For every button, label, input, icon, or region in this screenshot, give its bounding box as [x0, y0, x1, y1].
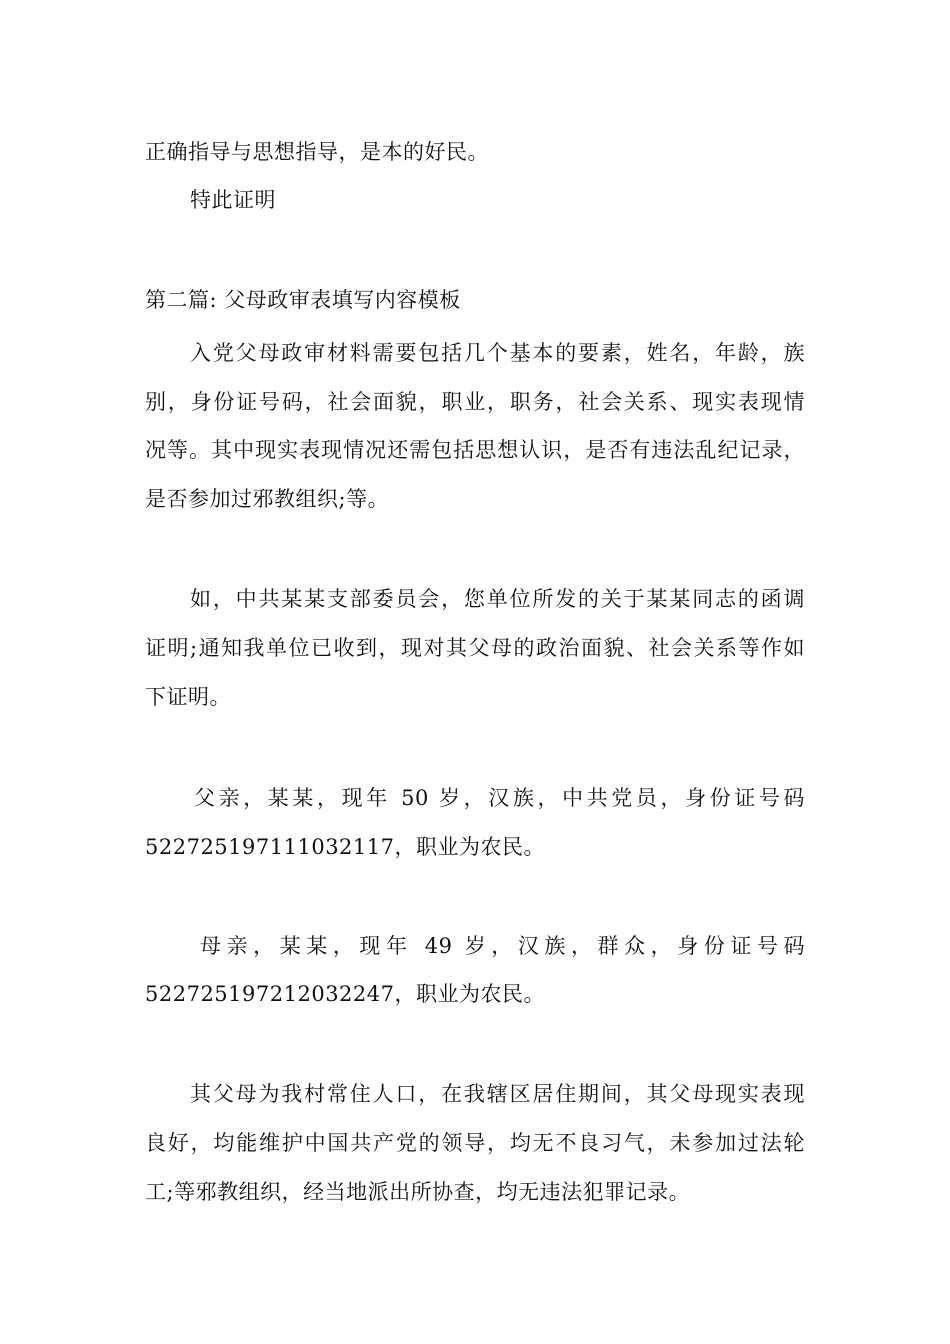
paragraph-line: 况等。其中现实表现情况还需包括思想认识，是否有违法乱纪记录， — [145, 438, 805, 462]
paragraph-line: 证明;通知我单位已收到，现对其父母的政治面貌、社会关系等作如 — [145, 636, 805, 660]
paragraph-line: 其父母为我村常住人口，在我辖区居住期间，其父母现实表现 — [190, 1082, 805, 1106]
mother-info-line: 522725197212032247，职业为农民。 — [145, 982, 545, 1006]
section-heading: 第二篇: 父母政审表填写内容模板 — [145, 288, 461, 312]
paragraph-line: 入党父母政审材料需要包括几个基本的要素，姓名，年龄，族 — [190, 341, 805, 365]
father-info-line: 522725197111032117，职业为农民。 — [145, 835, 545, 859]
father-info-line: 父亲，某某，现年 50 岁，汉族，中共党员，身份证号码 — [194, 786, 805, 810]
closing-statement: 特此证明 — [190, 188, 276, 212]
paragraph-line: 别，身份证号码，社会面貌，职业，职务，社会关系、现实表现情 — [145, 390, 805, 414]
paragraph-line: 良好，均能维护中国共产党的领导，均无不良习气，未参加过法轮 — [145, 1131, 805, 1155]
mother-info-line: 母亲，某某，现年 49 岁，汉族，群众，身份证号码 — [200, 934, 805, 958]
paragraph-line: 工;等邪教组织，经当地派出所协查，均无违法犯罪记录。 — [145, 1180, 691, 1204]
paragraph-line: 如，中共某某支部委员会，您单位所发的关于某某同志的函调 — [190, 587, 805, 611]
continuation-line: 正确指导与思想指导，是本的好民。 — [145, 140, 489, 164]
paragraph-line: 是否参加过邪教组织;等。 — [145, 487, 390, 511]
paragraph-line: 下证明。 — [145, 685, 231, 709]
